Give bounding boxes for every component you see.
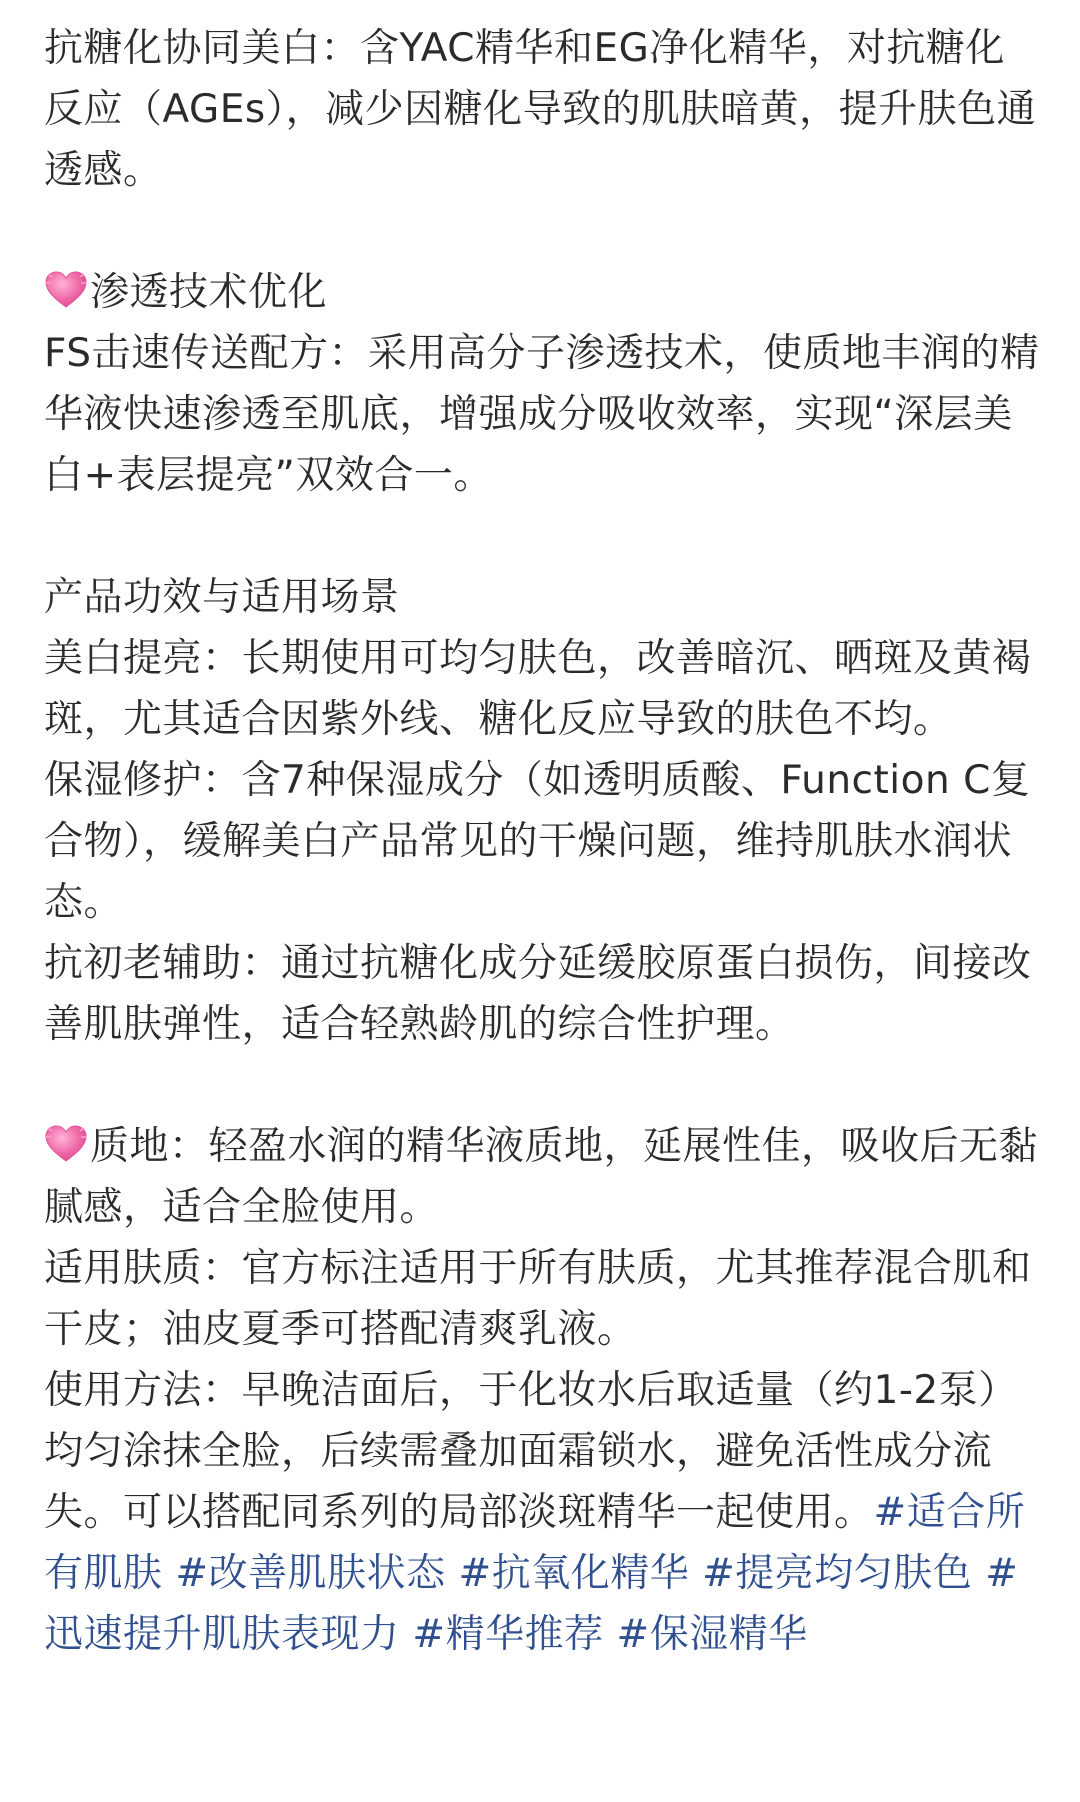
section-heading-penetration <box>44 262 1044 323</box>
hashtag-link[interactable]: #精华推荐 <box>412 1612 604 1657</box>
hashtag-link[interactable]: #迅速提升肌肤表现力 <box>44 1551 1019 1657</box>
hashtag-link[interactable]: #适合所有肌肤 <box>44 1490 1026 1596</box>
paragraph-anti-glycation: 抗糖化协同美白：含YAC精华和EG净化精华，对抗糖化反应（AGEs），减少因糖化导致的肌肤暗黄，提升肤色通透感。 <box>44 26 1037 193</box>
hashtag-link[interactable]: #保湿精华 <box>616 1612 808 1657</box>
spacer <box>44 201 1044 262</box>
hashtag-link[interactable]: #提亮均匀肤色 <box>702 1551 973 1596</box>
section-heading-efficacy: 产品功效与适用场景 <box>44 575 400 620</box>
usage-text: 使用方法：早晚洁面后，于化妆水后取适量（约1-2泵）均匀涂抹全脸，后续需叠加面霜锁水，避免活性成分流失。可以搭配同系列的局部淡斑精华一起使用。 <box>44 1368 1018 1535</box>
spacer <box>44 506 1044 567</box>
paragraph-texture-label: 质地：轻盈水润的精华液质地，延展性佳，吸收后无黏腻感，适合全脸使用。 <box>44 1124 1039 1230</box>
paragraph-whitening: 美白提亮：长期使用可均匀肤色，改善暗沉、晒斑及黄褐斑，尤其适合因紫外线、糖化反应导致的肤色不均。 <box>44 636 1032 742</box>
section-heading-label: 渗透技术优化 <box>90 270 328 315</box>
spacer <box>44 1055 1044 1116</box>
post-body <box>44 18 1044 1665</box>
paragraph-moisturizing: 保湿修护：含7种保湿成分（如透明质酸、Function C复合物），缓解美白产品常见的干燥问题，维持肌肤水润状态。 <box>44 758 1031 925</box>
paragraph-usage <box>44 1360 1044 1665</box>
heart-icon <box>44 1125 88 1163</box>
paragraph-skin-type: 适用肤质：官方标注适用于所有肤质，尤其推荐混合肌和干皮；油皮夏季可搭配清爽乳液。 <box>44 1246 1032 1352</box>
paragraph-fs-formula: FS击速传送配方：采用高分子渗透技术，使质地丰润的精华液快速渗透至肌底，增强成分吸收效率，实现“深层美白+表层提亮”双效合一。 <box>44 331 1040 498</box>
heart-icon <box>44 271 88 309</box>
paragraph-texture <box>44 1116 1044 1238</box>
hashtag-link[interactable]: #改善肌肤状态 <box>175 1551 446 1596</box>
paragraph-anti-aging: 抗初老辅助：通过抗糖化成分延缓胶原蛋白损伤，间接改善肌肤弹性，适合轻熟龄肌的综合性护理。 <box>44 941 1032 1047</box>
hashtag-link[interactable]: #抗氧化精华 <box>458 1551 690 1596</box>
